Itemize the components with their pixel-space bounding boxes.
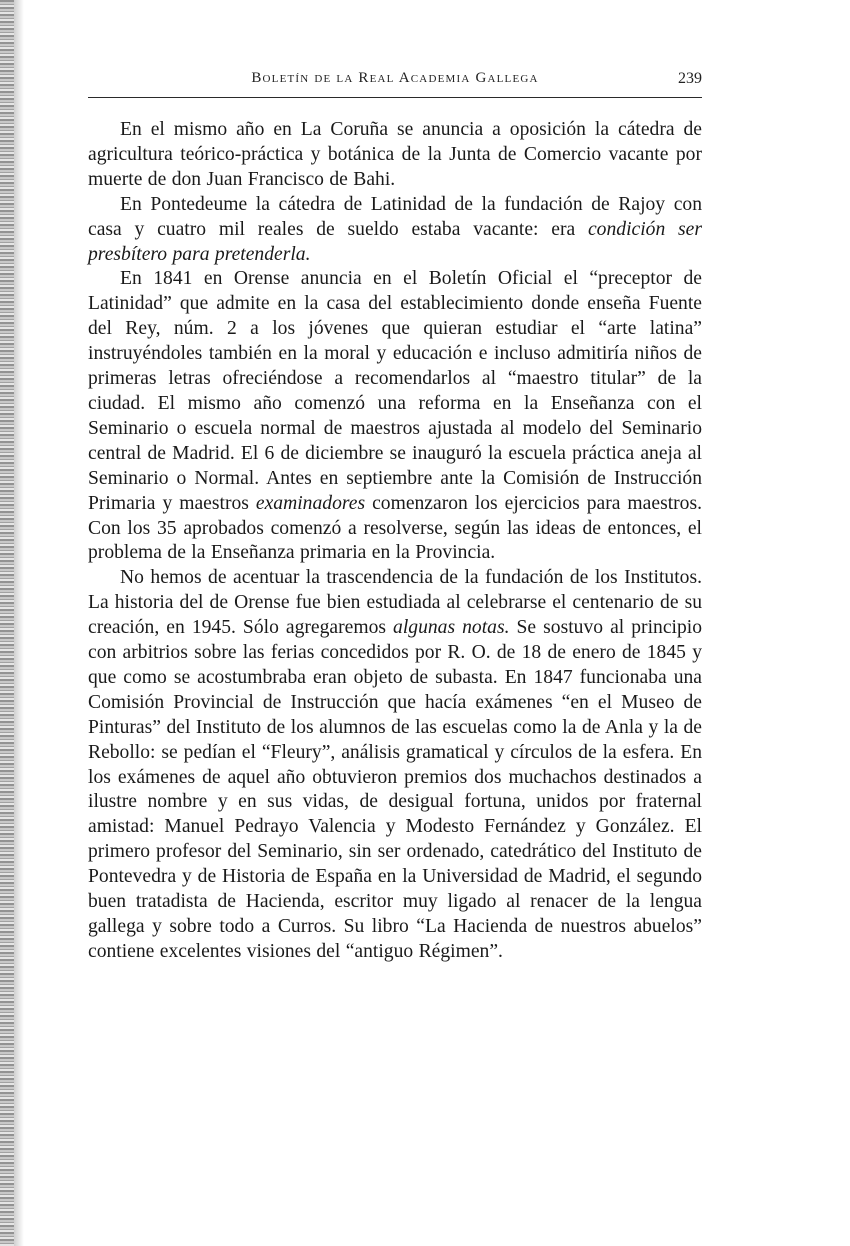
body-text (88, 118, 702, 965)
paragraph-italic: condición ser presbítero para pretenderla. (88, 218, 702, 265)
paragraph-text: En el mismo año en La Coruña se anuncia a oposición la cátedra de agricultura teórico-práctica y botánica de la Junta de Comercio vacante por muerte de don Juan Francisco de Bahi. (88, 119, 702, 190)
paragraph-3 (88, 267, 702, 566)
paragraph-4 (88, 566, 702, 965)
binding-edge (0, 0, 14, 1246)
binding-shadow (14, 0, 24, 1246)
header-rule (88, 97, 702, 98)
page-number: 239 (678, 70, 702, 87)
paragraph-text: En Pontedeume la cátedra de Latinidad de la fundación de Rajoy con casa y cuatro mil reales de sueldo estaba vacante: era (88, 193, 702, 240)
paragraph-text: No hemos de acentuar la trascendencia de la fundación de los Institutos. La historia del de Orense fue bien estudiada al celebrarse el centenario de su creación, en 1945. Sólo agregaremos (88, 567, 702, 639)
page-header (88, 66, 702, 96)
paragraph-text-end: comenzaron los ejercicios para maestros. Con los 35 aprobados comenzó a resolverse, según las ideas de entonces, el problema de la Enseñanza primaria en la Provincia. (88, 492, 702, 564)
paragraph-italic: examinadores (255, 492, 366, 514)
running-title: Boletín de la Real Academia Gallega (251, 70, 539, 86)
paragraph-text: En 1841 en Orense anuncia en el Boletín Oficial el “preceptor de Latinidad” que admite en la casa del establecimiento donde enseña Fuente del Rey, núm. 2 a los jóvenes que quieran estudiar el “arte latina” instruyéndoles también en la moral y educación e incluso admitiría niños de primeras letras ofreciéndose a recomendarlos al “maestro titular” de la ciudad. El mismo año comenzó una reforma en la Enseñanza con el Seminario o escuela normal de maestros ajustada al modelo del Seminario central de Madrid. El 6 de diciembre se inauguró la escuela práctica aneja al Seminario o Normal. Antes en septiembre ante la Comisión de Instrucción Primaria y maestros (88, 268, 702, 514)
paragraph-text-end: Se sostuvo al principio con arbitrios sobre las ferias concedidos por R. O. de 18 de enero de 1845 y que como se acostumbraba eran objeto de subasta. En 1847 funcionaba una Comisión Provincial de Instrucción que hacía exámenes “en el Museo de Pinturas” del Instituto de los alumnos de las escuelas como la de Anla y la de Rebollo: se pedían el “Fleury”, análisis gramatical y círculos de la esfera. En los exámenes de aquel año obtuvieron premios dos muchachos destinados a ilustre nombre y en sus vidas, de desigual fortuna, unidos por fraternal amistad: Manuel Pedrayo Valencia y Modesto Fernández y González. El primero profesor del Seminario, sin ser ordenado, catedrático del Instituto de Pontevedra y de Historia de España en la Universidad de Madrid, el segundo buen tratadista de Hacienda, escritor muy ligado al renacer de la lengua gallega y sobre todo a Curros. Su libro “La Hacienda de nuestros abuelos” contiene excelentes visiones del “antiguo Régimen”. (88, 617, 702, 962)
paragraph-1 (88, 118, 702, 193)
paragraph-italic: algunas notas. (393, 617, 510, 639)
paragraph-2 (88, 193, 702, 268)
